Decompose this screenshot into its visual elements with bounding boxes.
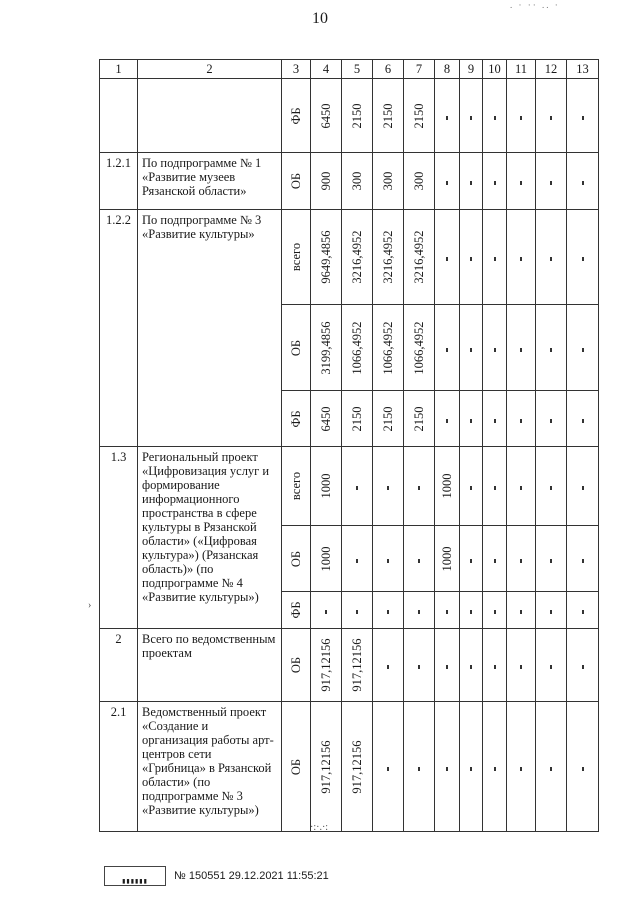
empty-cell bbox=[435, 79, 460, 153]
empty-cell bbox=[460, 526, 483, 592]
funding-source-cell bbox=[282, 391, 311, 447]
dash-mark-icon bbox=[520, 767, 522, 771]
dash-mark-icon bbox=[550, 767, 552, 771]
value-cell bbox=[311, 153, 342, 210]
funding-source: ОБ bbox=[289, 550, 303, 567]
dash-mark-icon bbox=[550, 665, 552, 669]
dash-mark-icon bbox=[494, 665, 496, 669]
dash-mark-icon bbox=[520, 116, 522, 120]
empty-cell bbox=[483, 210, 507, 305]
value-cell bbox=[342, 391, 373, 447]
amount: 300 bbox=[412, 171, 426, 191]
top-scan-marks: . · ·· .. · bbox=[510, 0, 560, 10]
amount: 3216,4952 bbox=[350, 230, 364, 284]
dash-mark-icon bbox=[550, 181, 552, 185]
empty-cell bbox=[342, 526, 373, 592]
empty-cell bbox=[435, 210, 460, 305]
value-cell bbox=[373, 391, 404, 447]
value-cell bbox=[373, 305, 404, 391]
dash-mark-icon bbox=[446, 257, 448, 261]
empty-cell bbox=[567, 305, 599, 391]
table-row bbox=[100, 629, 599, 702]
empty-cell bbox=[435, 153, 460, 210]
empty-cell bbox=[507, 210, 536, 305]
amount: 917,12156 bbox=[350, 739, 364, 794]
header-cell: 8 bbox=[435, 60, 460, 79]
value-cell bbox=[404, 391, 435, 447]
empty-cell bbox=[404, 629, 435, 702]
dash-mark-icon bbox=[356, 559, 358, 563]
table-row bbox=[100, 447, 599, 526]
funding-source: ФБ bbox=[289, 601, 303, 619]
dash-mark-icon bbox=[387, 486, 389, 490]
handwritten-scribble: ·:·.·: bbox=[310, 822, 329, 833]
value-cell bbox=[311, 79, 342, 153]
funding-source: ОБ bbox=[289, 758, 303, 775]
funding-source-cell bbox=[282, 526, 311, 592]
empty-cell bbox=[536, 526, 567, 592]
amount: 917,12156 bbox=[319, 638, 333, 692]
empty-cell bbox=[435, 391, 460, 447]
empty-cell bbox=[507, 526, 536, 592]
row-name: Всего по ведомственным проектам bbox=[138, 629, 282, 702]
amount: 6450 bbox=[319, 406, 333, 431]
dash-mark-icon bbox=[446, 116, 448, 120]
empty-cell bbox=[483, 702, 507, 832]
dash-mark-icon bbox=[582, 486, 584, 490]
dash-mark-icon bbox=[550, 348, 552, 352]
dash-mark-icon bbox=[494, 348, 496, 352]
value-cell bbox=[404, 153, 435, 210]
row-code: 1.2.1 bbox=[100, 153, 138, 210]
funding-source-cell bbox=[282, 702, 311, 832]
registration-number: № 150551 29.12.2021 11:55:21 bbox=[174, 870, 329, 882]
dash-mark-icon bbox=[470, 181, 472, 185]
dash-mark-icon bbox=[582, 257, 584, 261]
value-cell bbox=[404, 79, 435, 153]
dash-mark-icon bbox=[494, 419, 496, 423]
row-code: 2.1 bbox=[100, 702, 138, 832]
empty-cell bbox=[435, 629, 460, 702]
header-cell: 9 bbox=[460, 60, 483, 79]
dash-mark-icon bbox=[550, 257, 552, 261]
empty-cell bbox=[567, 702, 599, 832]
dash-mark-icon bbox=[582, 348, 584, 352]
dash-mark-icon bbox=[520, 665, 522, 669]
dash-mark-icon bbox=[582, 665, 584, 669]
value-cell bbox=[342, 702, 373, 832]
row-code: 1.3 bbox=[100, 447, 138, 629]
dash-mark-icon bbox=[494, 257, 496, 261]
empty-cell bbox=[567, 79, 599, 153]
empty-cell bbox=[460, 153, 483, 210]
amount: 2150 bbox=[381, 103, 395, 128]
empty-cell bbox=[460, 79, 483, 153]
dash-mark-icon bbox=[418, 767, 420, 771]
dash-mark-icon bbox=[550, 116, 552, 120]
empty-cell bbox=[435, 592, 460, 629]
value-cell bbox=[311, 526, 342, 592]
header-cell: 1 bbox=[100, 60, 138, 79]
amount: 1066,4952 bbox=[412, 320, 426, 375]
dash-mark-icon bbox=[418, 665, 420, 669]
empty-cell bbox=[460, 210, 483, 305]
budget-table bbox=[99, 59, 599, 832]
margin-mark: › bbox=[88, 600, 92, 611]
dash-mark-icon bbox=[470, 348, 472, 352]
funding-source: всего bbox=[289, 242, 303, 272]
value-cell bbox=[373, 210, 404, 305]
dash-mark-icon bbox=[470, 116, 472, 120]
amount: 1000 bbox=[319, 473, 333, 499]
dash-mark-icon bbox=[520, 559, 522, 563]
header-cell: 12 bbox=[536, 60, 567, 79]
row-code: 2 bbox=[100, 629, 138, 702]
empty-cell bbox=[435, 305, 460, 391]
dash-mark-icon bbox=[387, 767, 389, 771]
amount: 917,12156 bbox=[319, 739, 333, 794]
empty-cell bbox=[536, 447, 567, 526]
header-cell: 2 bbox=[138, 60, 282, 79]
empty-cell bbox=[460, 592, 483, 629]
empty-cell bbox=[460, 447, 483, 526]
dash-mark-icon bbox=[582, 181, 584, 185]
dash-mark-icon bbox=[550, 559, 552, 563]
value-cell bbox=[342, 629, 373, 702]
funding-source: ОБ bbox=[289, 656, 303, 674]
value-cell bbox=[435, 447, 460, 526]
empty-cell bbox=[536, 79, 567, 153]
dash-mark-icon bbox=[520, 348, 522, 352]
dash-mark-icon bbox=[470, 486, 472, 490]
empty-cell bbox=[404, 702, 435, 832]
value-cell bbox=[311, 629, 342, 702]
dash-mark-icon bbox=[418, 486, 420, 490]
empty-cell bbox=[460, 305, 483, 391]
dash-mark-icon bbox=[582, 116, 584, 120]
dash-mark-icon bbox=[494, 181, 496, 185]
empty-cell bbox=[483, 153, 507, 210]
header-cell: 5 bbox=[342, 60, 373, 79]
value-cell bbox=[311, 305, 342, 391]
empty-cell bbox=[483, 629, 507, 702]
header-cell: 3 bbox=[282, 60, 311, 79]
amount: 6450 bbox=[319, 103, 333, 128]
amount: 3216,4952 bbox=[412, 230, 426, 284]
registry-stamp-icon: ▮▮▮▮▮▮ bbox=[104, 866, 166, 886]
empty-cell bbox=[536, 702, 567, 832]
funding-source-cell bbox=[282, 210, 311, 305]
amount: 2150 bbox=[350, 406, 364, 431]
dash-mark-icon bbox=[520, 486, 522, 490]
empty-cell bbox=[483, 592, 507, 629]
row-name: По подпрограмме № 1 «Развитие музеев Рязанской области» bbox=[138, 153, 282, 210]
amount: 300 bbox=[381, 171, 395, 191]
row-name: Ведомственный проект «Создание и организация работы арт-центров сети «Грибница» в Рязанской области» (по подпрограмме № 3 «Развитие культуры») bbox=[138, 702, 282, 832]
amount: 1000 bbox=[319, 546, 333, 571]
dash-mark-icon bbox=[418, 610, 420, 614]
funding-source: ОБ bbox=[289, 172, 303, 190]
table-row bbox=[100, 153, 599, 210]
empty-cell bbox=[373, 526, 404, 592]
row-name: Региональный проект «Цифровизация услуг и формирование информационного пространства в сфере культуры в Рязанской области» («Цифровая культура») (Рязанская область)» (по подпрограмме № 4 «Развитие культуры») bbox=[138, 447, 282, 629]
empty-cell bbox=[483, 391, 507, 447]
row-code bbox=[100, 79, 138, 153]
empty-cell bbox=[483, 447, 507, 526]
header-row bbox=[100, 60, 599, 79]
value-cell bbox=[342, 210, 373, 305]
dash-mark-icon bbox=[470, 767, 472, 771]
amount: 2150 bbox=[350, 103, 364, 128]
amount: 1000 bbox=[440, 473, 454, 499]
empty-cell bbox=[507, 592, 536, 629]
amount: 3199,4856 bbox=[319, 320, 333, 375]
amount: 1066,4952 bbox=[381, 320, 395, 375]
amount: 9649,4856 bbox=[319, 230, 333, 284]
header-cell: 4 bbox=[311, 60, 342, 79]
dash-mark-icon bbox=[582, 419, 584, 423]
value-cell bbox=[311, 702, 342, 832]
empty-cell bbox=[404, 592, 435, 629]
dash-mark-icon bbox=[494, 486, 496, 490]
table-row bbox=[100, 210, 599, 305]
empty-cell bbox=[435, 702, 460, 832]
amount: 300 bbox=[350, 171, 364, 191]
empty-cell bbox=[567, 153, 599, 210]
empty-cell bbox=[460, 629, 483, 702]
dash-mark-icon bbox=[387, 559, 389, 563]
empty-cell bbox=[373, 447, 404, 526]
dash-mark-icon bbox=[470, 665, 472, 669]
dash-mark-icon bbox=[356, 610, 358, 614]
dash-mark-icon bbox=[494, 116, 496, 120]
dash-mark-icon bbox=[582, 767, 584, 771]
value-cell bbox=[342, 79, 373, 153]
empty-cell bbox=[536, 391, 567, 447]
empty-cell bbox=[507, 447, 536, 526]
dash-mark-icon bbox=[550, 486, 552, 490]
funding-source-cell bbox=[282, 592, 311, 629]
value-cell bbox=[311, 447, 342, 526]
funding-source-cell bbox=[282, 629, 311, 702]
amount: 2150 bbox=[381, 406, 395, 431]
table-row bbox=[100, 79, 599, 153]
funding-source-cell bbox=[282, 153, 311, 210]
amount: 1066,4952 bbox=[350, 320, 364, 375]
dash-mark-icon bbox=[446, 419, 448, 423]
amount: 2150 bbox=[412, 406, 426, 431]
value-cell bbox=[342, 153, 373, 210]
value-cell bbox=[311, 210, 342, 305]
dash-mark-icon bbox=[582, 610, 584, 614]
header-cell: 11 bbox=[507, 60, 536, 79]
empty-cell bbox=[567, 391, 599, 447]
dash-mark-icon bbox=[470, 419, 472, 423]
funding-source-cell bbox=[282, 79, 311, 153]
empty-cell bbox=[536, 592, 567, 629]
empty-cell bbox=[483, 305, 507, 391]
header-cell: 6 bbox=[373, 60, 404, 79]
empty-cell bbox=[567, 526, 599, 592]
funding-source: ФБ bbox=[289, 106, 303, 125]
row-name bbox=[138, 79, 282, 153]
empty-cell bbox=[536, 629, 567, 702]
funding-source: ОБ bbox=[289, 339, 303, 356]
amount: 2150 bbox=[412, 103, 426, 128]
dash-mark-icon bbox=[520, 610, 522, 614]
empty-cell bbox=[373, 592, 404, 629]
funding-source-cell bbox=[282, 447, 311, 526]
empty-cell bbox=[567, 210, 599, 305]
empty-cell bbox=[507, 305, 536, 391]
amount: 1000 bbox=[440, 546, 454, 571]
empty-cell bbox=[404, 526, 435, 592]
empty-cell bbox=[373, 702, 404, 832]
empty-cell bbox=[483, 79, 507, 153]
dash-mark-icon bbox=[520, 419, 522, 423]
value-cell bbox=[435, 526, 460, 592]
empty-cell bbox=[507, 79, 536, 153]
empty-cell bbox=[567, 592, 599, 629]
dash-mark-icon bbox=[446, 665, 448, 669]
empty-cell bbox=[342, 592, 373, 629]
dash-mark-icon bbox=[470, 610, 472, 614]
dash-mark-icon bbox=[325, 610, 327, 614]
dash-mark-icon bbox=[494, 559, 496, 563]
row-code: 1.2.2 bbox=[100, 210, 138, 447]
value-cell bbox=[342, 305, 373, 391]
dash-mark-icon bbox=[494, 610, 496, 614]
empty-cell bbox=[373, 629, 404, 702]
amount: 900 bbox=[319, 171, 333, 191]
dash-mark-icon bbox=[494, 767, 496, 771]
empty-cell bbox=[342, 447, 373, 526]
dash-mark-icon bbox=[520, 257, 522, 261]
dash-mark-icon bbox=[446, 181, 448, 185]
empty-cell bbox=[460, 702, 483, 832]
empty-cell bbox=[567, 447, 599, 526]
empty-cell bbox=[507, 153, 536, 210]
empty-cell bbox=[311, 592, 342, 629]
dash-mark-icon bbox=[520, 181, 522, 185]
value-cell bbox=[311, 391, 342, 447]
page-number: 10 bbox=[312, 10, 328, 27]
dash-mark-icon bbox=[387, 610, 389, 614]
table-row bbox=[100, 702, 599, 832]
dash-mark-icon bbox=[387, 665, 389, 669]
dash-mark-icon bbox=[470, 559, 472, 563]
value-cell bbox=[373, 79, 404, 153]
amount: 3216,4952 bbox=[381, 230, 395, 284]
empty-cell bbox=[460, 391, 483, 447]
dash-mark-icon bbox=[582, 559, 584, 563]
header-cell: 13 bbox=[567, 60, 599, 79]
dash-mark-icon bbox=[446, 348, 448, 352]
dash-mark-icon bbox=[356, 486, 358, 490]
empty-cell bbox=[507, 629, 536, 702]
funding-source: ФБ bbox=[289, 409, 303, 428]
header-cell: 7 bbox=[404, 60, 435, 79]
funding-source-cell bbox=[282, 305, 311, 391]
header-cell: 10 bbox=[483, 60, 507, 79]
empty-cell bbox=[507, 391, 536, 447]
dash-mark-icon bbox=[446, 767, 448, 771]
value-cell bbox=[404, 210, 435, 305]
dash-mark-icon bbox=[470, 257, 472, 261]
dash-mark-icon bbox=[418, 559, 420, 563]
empty-cell bbox=[507, 702, 536, 832]
empty-cell bbox=[404, 447, 435, 526]
empty-cell bbox=[536, 305, 567, 391]
dash-mark-icon bbox=[446, 610, 448, 614]
amount: 917,12156 bbox=[350, 638, 364, 692]
dash-mark-icon bbox=[550, 419, 552, 423]
empty-cell bbox=[536, 153, 567, 210]
empty-cell bbox=[536, 210, 567, 305]
empty-cell bbox=[567, 629, 599, 702]
value-cell bbox=[373, 153, 404, 210]
empty-cell bbox=[483, 526, 507, 592]
value-cell bbox=[404, 305, 435, 391]
funding-source: всего bbox=[289, 471, 303, 501]
document-footer bbox=[104, 865, 329, 887]
dash-mark-icon bbox=[550, 610, 552, 614]
row-name: По подпрограмме № 3 «Развитие культуры» bbox=[138, 210, 282, 447]
